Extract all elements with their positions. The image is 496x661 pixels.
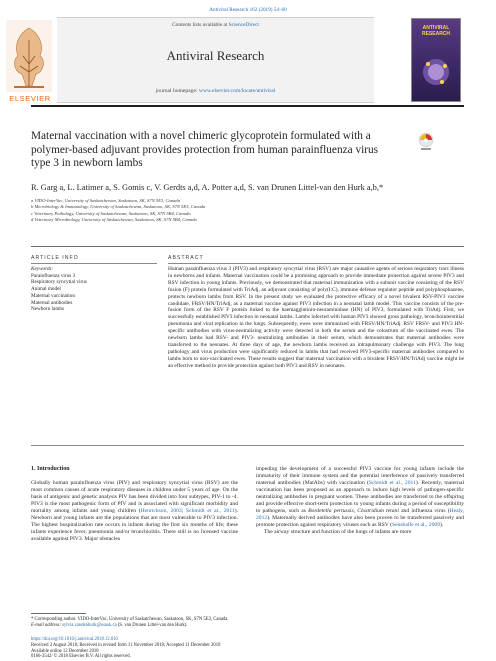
cover-virus-graphic-icon <box>418 52 454 92</box>
email-link[interactable]: sylvia.vandenhurk@usask.ca <box>62 623 117 628</box>
affiliation-b: b Microbiology & Immunology, University of Saskatchewan, Saskatoon, SK, S7N 5E5, Canada <box>31 204 206 210</box>
keywords-list <box>31 266 157 313</box>
affiliation-a: a VIDO-InterVac, University of Saskatchewan, Saskatoon, SK, S7N 5E3, Canada <box>31 198 181 203</box>
homepage-link[interactable]: www.elsevier.com/locate/antiviral <box>198 88 276 94</box>
introduction-heading: 1. Introduction <box>31 466 70 472</box>
keyword-item: Respiratory syncytial virus <box>31 279 87 286</box>
section-divider <box>31 246 464 247</box>
doi-link[interactable]: https://doi.org/10.1016/j.antiviral.2018.12.010 <box>31 637 118 642</box>
keyword-item: Newborn lambs <box>31 306 64 313</box>
citation-link[interactable]: Henrickson, 2003 <box>140 508 182 514</box>
abstract-label: ABSTRACT <box>168 255 204 261</box>
intro-paragraph-2: The airway structure and function of the lungs of infants are more <box>264 529 412 535</box>
homepage-prefix: journal homepage: <box>155 88 199 94</box>
email-prefix: E-mail address: <box>31 623 63 628</box>
email-suffix: (S. van Drunen Littel-van den Hurk). <box>116 623 188 628</box>
homepage-line <box>57 88 374 94</box>
authors-line[interactable]: R. Garg a, L. Latimer a, S. Gomis c, V. Gerdts a,d, A. Potter a,d, S. van Drunen Littel-van den Hurk a,b,* <box>31 183 384 192</box>
received-dates: Received 3 August 2018; Received in revised form 11 November 2018; Accepted 11 December 2018 <box>31 642 221 648</box>
crossmark-icon[interactable] <box>418 132 434 152</box>
intro-left-column <box>31 480 238 543</box>
citation-link[interactable]: Sensbalfe et al., 2009 <box>391 522 440 528</box>
elsevier-tree-logo-icon <box>6 20 52 100</box>
citation-link[interactable]: Schmidt et al., 2011 <box>368 480 416 486</box>
keyword-item: Maternal vaccination <box>31 292 75 299</box>
affiliations <box>31 198 464 224</box>
email-line <box>31 623 464 629</box>
intro-text: impeding the development of a successful PIV3 vaccine for young infants include the immaturity of their immune system and the potential interference of passively transferred maternal antibodies (MatAbs) with vaccination ( <box>256 466 464 486</box>
intro-text: ; <box>181 508 187 514</box>
article-info-rule <box>31 263 157 264</box>
corresponding-author-footnote <box>31 617 464 629</box>
article-title: Maternal vaccination with a novel chimeric glycoprotein formulated with a polymer-based adjuvant provides protection from human parainfluenza virus type 3 in newborn lambs <box>31 130 379 169</box>
intro-text: ). <box>440 522 444 528</box>
publication-details <box>31 637 464 660</box>
journal-title: Antiviral Research <box>166 48 265 63</box>
contents-line <box>57 22 374 28</box>
intro-text: Globally human parainfluenza virus (PIV) and respiratory syncytial virus (RSV) are the most common causes of acute respiratory diseases in children under 5 years of age. On the basis of antigenic and genetic analysis PIV has been divided into four subtypes, PIV-1 to -4. PIV3 is the most pathogenic form of PIV and is associated with significant morbidity and mortality among infants and young children ( <box>31 480 238 514</box>
intro-text: ). Recently, maternal vaccination has been proposed as an approach to induce high levels of pathogen-specific neutralizing antibodies in pregnant women. These antibodies are transferred to the offspring and provide effective short-term protection to young infants during a period of susceptibility to pathogens, such as <box>256 480 465 514</box>
keyword-item: Animal model <box>31 286 61 293</box>
citation-link[interactable]: Schmidt et al., 2011 <box>186 508 235 514</box>
header-divider <box>31 105 464 107</box>
author-list <box>31 183 464 193</box>
available-online: Available online 12 December 2018 <box>31 648 99 654</box>
keyword-item: Parainfluenza virus 3 <box>31 272 76 279</box>
footnote-rule <box>31 613 86 614</box>
affiliation-c: c Veterinary Pathology, University of Saskatchewan, Saskatoon, SK, S7N 5B4, Canada <box>31 210 191 216</box>
abstract-rule <box>168 263 464 264</box>
corresponding-author: * Corresponding author. VIDO-InterVac, University of Saskatchewan, Saskatoon, SK, S7N 5E3, Canada. <box>31 617 229 622</box>
contents-prefix: Contents lists available at <box>172 22 229 28</box>
intro-text: ). Newborn and young infants are the populations that are most vulnerable to PIV3 infection. The highest hospitalization rate occurs in infants during the first six months of life; these infants experience fever, pneumonia and/or bronchiolitis. There still is no licensed vaccine available against PIV3. Major obstacles <box>31 508 238 542</box>
citation-link[interactable]: Healy, 2012 <box>256 508 464 521</box>
journal-reference[interactable]: Antiviral Research 162 (2019) 54–60 <box>209 7 287 13</box>
sciencedirect-link[interactable]: ScienceDirect <box>228 22 259 28</box>
abstract-text: Human parainfluenza virus 3 (PIV3) and respiratory syncytial virus (RSV) are major causative agents of serious respiratory tract illness in newborns and infants. Maternal vaccination could be a promising approach to provide immediate protection against severe PIV3 and RSV infection in young infants. Previously, we demonstrated that maternal immunization with a subunit vaccine consisting of the RSV fusion (F) protein formulated with TriAdj, an adjuvant consisting of poly(I:C), immune defense regulator peptide and polyphosphazene, protects newborn lambs from RSV. In the present study we evaluated the protective efficacy of a novel bivalent RSV-PIV3 vaccine candidate, FRSV/HN/TriAdj, as a maternal vaccine against PIV3 infection in a neonatal lamb model. This vaccine consists of the pre-fusion form of the RSV F protein linked to the haemagglutinin-neuraminidase (HN) of PIV3, formulated with TriAdj. First, we successfully established PIV3 infection in neonatal lambs. Lambs infected with human PIV3 showed gross pathology, bronchointerstitial pneumonia and viral replication in the lungs. Subsequently, ewes were immunized with FRSV/HN/TriAdj. RSV FRSV- and PIV3 HN-specific antibodies with virus-neutralizing activity were detected in both the serum and the colostrum of the vaccinated ewes. The newborn lambs had RSV- and PIV3- neutralizing antibodies in their serum, which demonstrates that maternal antibodies were transferred to the neonates. At three days of age, the newborn lambs received an intrapulmonary challenge with PIV3. The lung pathology and virus production were significantly reduced in lambs that had received PIV3-specific maternal antibodies compared to lambs born to non-vaccinated ewes. These results suggest that maternal vaccination with a bivalent FRSV/HN/TriAdj vaccine might be an effective method to provide protection against both PIV3 and RSV in neonates. <box>168 266 464 369</box>
abstract-end-divider <box>31 445 464 446</box>
pathogen-names: Bordetella pertussis, Clostridium tetani <box>308 508 399 514</box>
intro-right-column <box>256 466 464 536</box>
affiliation-d: d Veterinary Microbiology, University of Saskatchewan, Saskatoon, SK, S7N 5B4, Canada <box>31 217 197 223</box>
elsevier-wordmark: ELSEVIER <box>9 94 51 103</box>
intro-text: ). Maternally derived antibodies have also been proven to be transferred passively and promote protection against respiratory viruses such as RSV ( <box>256 515 464 528</box>
article-info-label: ARTICLE INFO <box>31 255 79 261</box>
cover-title: ANTIVIRAL RESEARCH <box>421 25 451 37</box>
copyright: 0166-3542/ © 2018 Elsevier B.V. All rights reserved. <box>31 654 131 660</box>
intro-text: and influenza virus ( <box>398 508 450 514</box>
keywords-title: Keywords: <box>31 266 54 272</box>
keyword-item: Maternal antibodies <box>31 299 73 306</box>
